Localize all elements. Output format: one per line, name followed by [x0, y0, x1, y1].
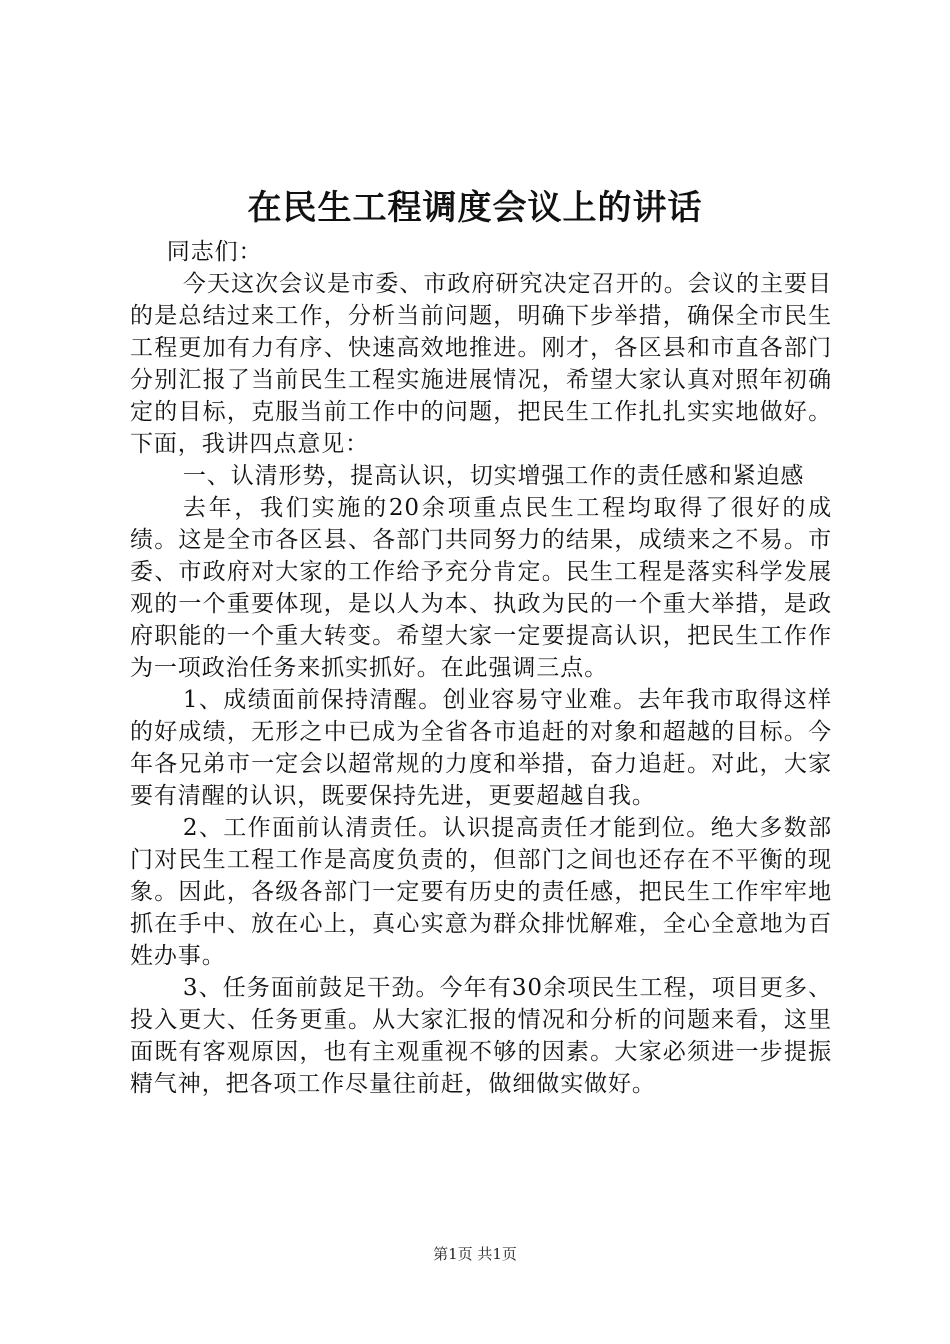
point-1-paragraph: 1、成绩面前保持清醒。创业容易守业难。去年我市取得这样的好成绩，无形之中已成为全省各市追赶的对象和超越的目标。今年各兄弟市一定会以超常规的力度和举措，奋力追赶。对此，大家要有清醒的认识，既要保持先进，更要超越自我。	[130, 687, 832, 809]
point-3-paragraph: 3、任务面前鼓足干劲。今年有30余项民生工程，项目更多、投入更大、任务更重。从大家汇报的情况和分析的问题来看，这里面既有客观原因，也有主观重视不够的因素。大家必须进一步提振精气神，把各项工作尽量往前赶，做细做实做好。	[130, 975, 832, 1097]
paragraph-last-year: 去年，我们实施的20余项重点民生工程均取得了很好的成绩。这是全市各区县、各部门共同努力的结果，成绩来之不易。市委、市政府对大家的工作给予充分肯定。民生工程是落实科学发展观的一个重要体现，是以人为本、执政为民的一个重大举措，是政府职能的一个重大转变。希望大家一定要提高认识，把民生工作作为一项政治任务来抓实抓好。在此强调三点。	[130, 495, 832, 681]
salutation: 同志们：	[166, 239, 263, 265]
point-2-paragraph: 2、工作面前认清责任。认识提高责任才能到位。绝大多数部门对民生工程工作是高度负责的，但部门之间也还存在不平衡的现象。因此，各级各部门一定要有历史的责任感，把民生工作牢牢地抓在手中、放在心上，真心实意为群众排忧解难，全心全意地为百姓办事。	[130, 815, 832, 969]
paragraph-intro: 今天这次会议是市委、市政府研究决定召开的。会议的主要目的是总结过来工作，分析当前问题，明确下步举措，确保全市民生工程更加有力有序、快速高效地推进。刚才，各区县和市直各部门分别汇报了当前民生工程实施进展情况，希望大家认真对照年初确定的目标，克服当前工作中的问题，把民生工作扎扎实实地做好。下面，我讲四点意见：	[130, 271, 832, 457]
page-number-footer: 第1页 共1页	[433, 1245, 517, 1263]
document-body	[130, 236, 832, 1100]
document-title: 在民生工程调度会议上的讲话	[247, 188, 703, 228]
section-heading-1: 一、认清形势，提高认识，切实增强工作的责任感和紧迫感	[182, 463, 805, 489]
